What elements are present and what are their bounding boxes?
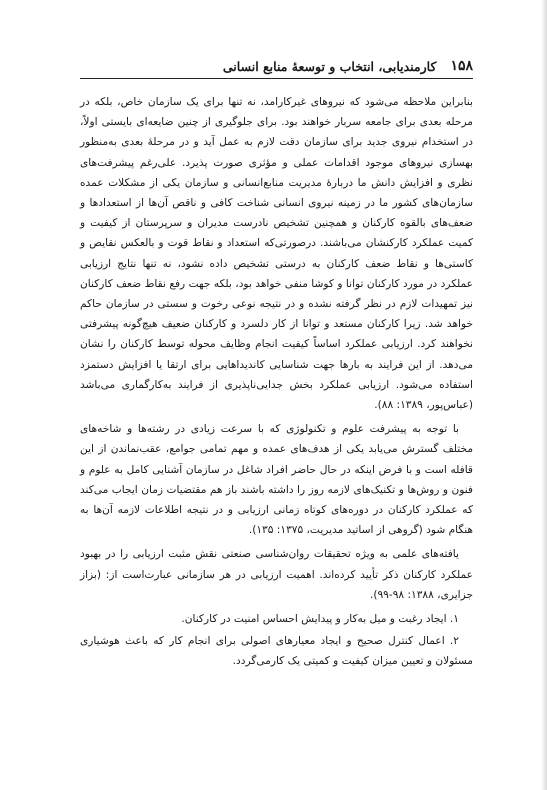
- paragraph-3: یافته‌های علمی به ویژه تحقیقات روان‌شناسی صنعتی نقش مثبت ارزیابی را در بهبود عملکرد کارکنان ذکر تأیید کرده‌اند. اهمیت ارزیابی در هر سازمانی عبارت‌است از: (بزاز جزایری، ۱۳۸۸: ۹۸-۹۹).: [80, 548, 473, 601]
- list-item-2: ۲. اعمال کنترل صحیح و ایجاد معیارهای اصولی برای انجام کار که باعث هوشیاری مسئولان و تعیین میزان کیفیت و کمیتی یک کارمی‌گردد.: [80, 635, 473, 668]
- page-number: ۱۵۸: [450, 58, 473, 74]
- paragraph-1: بنابراین ملاحظه می‌شود که نیروهای غیرکارامد، نه تنها برای یک سازمان خاص، بلکه در مرحله بعدی برای جامعه سربار خواهند بود. برای جلوگیری از چنین ضایعه‌ای بایستی اولاً، در استخدام نیروی جدید برای سازمان دقت لازم به عمل آید و در مرحلهٔ بعدی به‌منظور بهسازی نیروهای موجود اقدامات عملی و مؤثری صورت پذیرد. علی‌رغم پیشرفت‌های نظری و افزایش دانش ما دربارهٔ مدیریت منابع‌انسانی و سازمان یکی از مشکلات عمده سازمان‌های کشور ما در زمینه نیروی انسانی شناخت کافی و ناقص آن‌ها از استعدادها و ضعف‌های بالقوه کارکنان و همچنین تشخیص نادرست مدیران و سرپرستان از کیفیت و کمیت عملکرد کارکنشان می‌باشند. درصورتی‌که استعداد و نقاط قوت و بالعکس نقایص و کاستی‌ها و نقاط ضعف کارکنان به درستی تشخیص داده نشود، نه تنها نتایج ارزیابی عملکرد در مورد کارکنان توانا و کوشا منفی خواهد بود، بلکه جهت رفع نقاط ضعف کارکنان نیز تمهیدات لازم در نظر گرفته نشده و در نتیجه نوعی رخوت و سستی در سازمان حاکم خواهد شد. زیرا کارکنان مستعد و توانا از کار دلسرد و کارکنان ضعیف هیچ‌گونه پیشرفتی نخواهند کرد. ارزیابی عملکرد اساساً کیفیت انجام وظایف محوله توسط کارکنان را نشان می‌دهد. از این فرایند به بارها جهت شناسایی کاندیداهایی برای ارتقا یا افزایش دستمزد استفاده می‌شود. ارزیابی عملکرد بخش جدایی‌ناپذیری از فرایند به‌کارگماری می‌باشد (عباس‌پور، ۱۳۸۹: ۸۸).: [80, 96, 473, 412]
- page-edge-shadow: [541, 0, 547, 790]
- paragraph-2: با توجه به پیشرفت علوم و تکنولوژی که با سرعت زیادی در رشته‌ها و شاخه‌های مختلف گسترش می‌یابد یکی از هدف‌های عمده و مهم تمامی جوامع، عقب‌نماندن از این قافله است و با فرض اینکه در حال حاضر افراد شاغل در سازمان آشنایی کامل به علوم و فنون و روش‌ها و تکنیک‌های لازمه روز را داشته باشند باز هم مقتضیات زمان ایجاب می‌کند که عملکرد کارکنان در دوره‌های کوتاه زمانی ارزیابی و در نتیجه اطلاعات لازمه آن‌ها به هنگام شود (گروهی از اساتید مدیریت، ۱۳۷۵: ۱۳۵).: [80, 423, 473, 537]
- running-header: [80, 54, 473, 79]
- list-item-1: ۱. ایجاد رغبت و میل به‌کار و پیدایش احساس امنیت در کارکنان.: [181, 613, 459, 626]
- running-title: کارمندیابی، انتخاب و توسعۀ منابع انسانی: [222, 58, 437, 74]
- page-body: [80, 92, 473, 672]
